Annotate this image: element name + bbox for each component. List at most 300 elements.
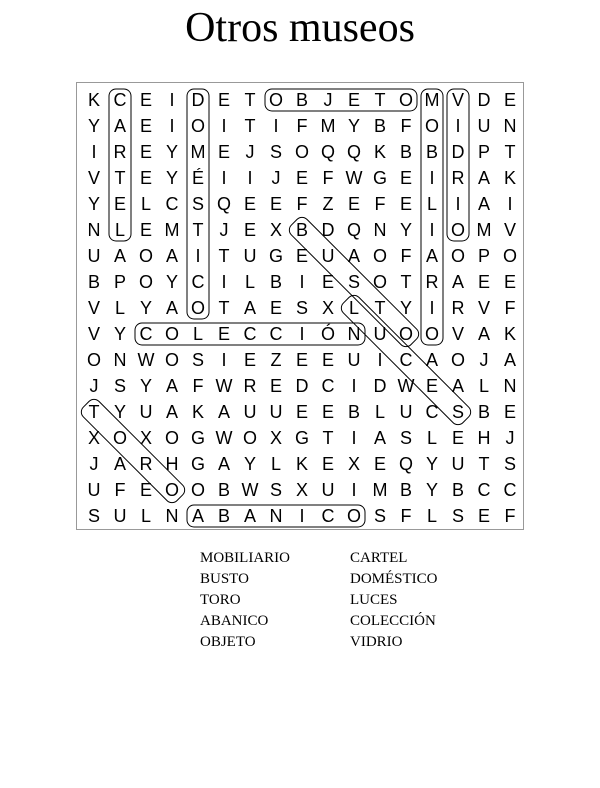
grid-cell[interactable]: E (399, 194, 412, 214)
grid-cell[interactable]: B (87, 272, 100, 292)
grid-cell[interactable]: L (140, 506, 151, 526)
grid-cell[interactable]: O (190, 480, 205, 500)
grid-cell[interactable]: L (114, 220, 125, 240)
grid-cell[interactable]: K (295, 454, 308, 474)
grid-cell[interactable]: O (164, 324, 179, 344)
grid-cell[interactable]: I (247, 168, 253, 188)
grid-cell[interactable]: U (321, 480, 335, 500)
grid-cell[interactable]: T (374, 298, 386, 318)
grid-cell[interactable]: W (215, 428, 233, 448)
grid-cell[interactable]: J (505, 428, 515, 448)
grid-cell[interactable]: B (217, 506, 230, 526)
grid-cell[interactable]: E (347, 194, 360, 214)
grid-cell[interactable]: Y (139, 298, 152, 318)
grid-cell[interactable]: E (113, 194, 126, 214)
grid-cell[interactable]: I (351, 376, 357, 396)
found-word-loops (77, 83, 525, 531)
grid-cell[interactable]: S (295, 298, 308, 318)
grid-cell[interactable]: O (86, 350, 101, 370)
grid-cell[interactable]: C (113, 90, 127, 110)
grid-cell[interactable]: I (351, 428, 357, 448)
grid-cell[interactable]: U (477, 116, 491, 136)
grid-cell[interactable]: R (451, 168, 465, 188)
grid-cell[interactable]: C (321, 506, 335, 526)
grid-cell[interactable]: F (322, 168, 334, 188)
grid-cell[interactable]: S (113, 376, 126, 396)
grid-cell[interactable]: Y (113, 402, 126, 422)
grid-cell[interactable]: J (89, 376, 99, 396)
grid-cell[interactable]: C (139, 324, 153, 344)
grid-cell[interactable]: E (347, 90, 360, 110)
grid-cell[interactable]: T (88, 402, 100, 422)
grid-cell[interactable]: Y (347, 116, 360, 136)
grid-cell[interactable]: N (113, 350, 127, 370)
grid-cell[interactable]: O (450, 246, 465, 266)
grid-cell[interactable]: T (114, 168, 126, 188)
grid-cell[interactable]: K (191, 402, 204, 422)
grid-cell[interactable]: O (450, 220, 465, 240)
grid-cell[interactable]: B (295, 220, 308, 240)
grid-cell[interactable]: F (504, 506, 516, 526)
grid-cell[interactable]: Y (165, 272, 178, 292)
grid-cell[interactable]: L (426, 428, 437, 448)
grid-cell[interactable]: O (346, 506, 361, 526)
grid-cell[interactable]: W (345, 168, 363, 188)
grid-cell[interactable]: L (192, 324, 203, 344)
grid-cell[interactable]: B (295, 90, 308, 110)
grid-cell[interactable]: I (273, 116, 279, 136)
grid-cell[interactable]: G (190, 454, 205, 474)
grid-cell[interactable]: Y (243, 454, 256, 474)
grid-cell[interactable]: G (294, 428, 309, 448)
grid-cell[interactable]: Q (346, 142, 361, 162)
grid-cell[interactable]: D (451, 142, 465, 162)
grid-cell[interactable]: F (192, 376, 204, 396)
grid-cell[interactable]: I (221, 350, 227, 370)
grid-cell[interactable]: Y (165, 168, 178, 188)
grid-cell[interactable]: I (377, 350, 383, 370)
grid-cell[interactable]: O (424, 324, 439, 344)
grid-cell[interactable]: Y (139, 376, 152, 396)
grid-cell[interactable]: O (502, 246, 517, 266)
grid-cell[interactable]: S (269, 142, 282, 162)
grid-cell[interactable]: M (372, 480, 388, 500)
grid-cell[interactable]: X (269, 428, 282, 448)
grid-cell[interactable]: W (397, 376, 415, 396)
grid-cell[interactable]: O (138, 272, 153, 292)
grid-cell[interactable]: W (215, 376, 233, 396)
grid-cell[interactable]: A (191, 506, 204, 526)
word-list-item: BUSTO (200, 571, 249, 587)
grid-cell[interactable]: U (399, 402, 413, 422)
grid-cell[interactable]: C (425, 402, 439, 422)
grid-cell[interactable]: Q (346, 220, 361, 240)
grid-cell[interactable]: M (164, 220, 180, 240)
grid-cell[interactable]: L (374, 402, 385, 422)
grid-cell[interactable]: Z (270, 350, 282, 370)
grid-cell[interactable]: S (347, 272, 360, 292)
grid-cell[interactable]: A (451, 272, 464, 292)
grid-cell[interactable]: I (221, 116, 227, 136)
grid-cell[interactable]: U (451, 454, 465, 474)
grid-cell[interactable]: E (373, 454, 386, 474)
grid-cell[interactable]: A (165, 298, 178, 318)
grid-cell[interactable]: X (269, 220, 282, 240)
grid-cell[interactable]: C (243, 324, 257, 344)
grid-cell[interactable]: Y (165, 142, 178, 162)
grid-cell[interactable]: U (269, 402, 283, 422)
grid-cell[interactable]: E (295, 168, 308, 188)
grid-cell[interactable]: F (296, 116, 308, 136)
grid-cell[interactable]: A (165, 376, 178, 396)
grid-cell[interactable]: B (269, 272, 282, 292)
grid-cell[interactable]: X (139, 428, 152, 448)
grid-cell[interactable]: V (451, 90, 464, 110)
grid-cell[interactable]: A (113, 116, 126, 136)
grid-cell[interactable]: X (321, 298, 334, 318)
grid-cell[interactable]: S (191, 194, 204, 214)
grid-cell[interactable]: U (113, 506, 127, 526)
found-word-loop (187, 505, 365, 527)
grid-cell[interactable]: Y (87, 116, 100, 136)
grid-cell[interactable]: A (477, 324, 490, 344)
grid-cell[interactable]: I (351, 480, 357, 500)
grid-cell[interactable]: O (450, 350, 465, 370)
grid-cell[interactable]: L (244, 272, 255, 292)
grid-cell[interactable]: D (191, 90, 205, 110)
grid-cell[interactable]: E (451, 428, 464, 448)
grid-cell[interactable]: J (323, 90, 333, 110)
grid-cell[interactable]: T (192, 220, 204, 240)
grid-cell[interactable]: J (271, 168, 281, 188)
grid-cell[interactable]: P (113, 272, 126, 292)
grid-cell[interactable]: E (295, 350, 308, 370)
grid-cell[interactable]: N (165, 506, 179, 526)
grid-cell[interactable]: H (165, 454, 179, 474)
grid-cell[interactable]: T (244, 116, 256, 136)
grid-cell[interactable]: E (477, 506, 490, 526)
grid-cell[interactable]: M (320, 116, 336, 136)
grid-cell[interactable]: F (296, 194, 308, 214)
grid-cell[interactable]: E (139, 90, 152, 110)
grid-cell[interactable]: L (270, 454, 281, 474)
puzzle-title: Otros museos (185, 5, 415, 51)
grid-cell[interactable]: S (191, 350, 204, 370)
grid-cell[interactable]: O (398, 90, 413, 110)
grid-cell[interactable]: S (399, 428, 412, 448)
grid-cell[interactable]: E (503, 272, 516, 292)
grid-cell[interactable]: Q (398, 454, 413, 474)
grid-cell[interactable]: A (451, 376, 464, 396)
grid-cell[interactable]: L (140, 194, 151, 214)
grid-cell[interactable]: U (321, 246, 335, 266)
grid-cell[interactable]: A (113, 454, 126, 474)
grid-cell[interactable]: M (190, 142, 206, 162)
grid-cell[interactable]: R (243, 376, 257, 396)
grid-cell[interactable]: O (372, 272, 387, 292)
grid-cell[interactable]: V (451, 324, 464, 344)
grid-cell[interactable]: B (347, 402, 360, 422)
grid-cell[interactable]: O (164, 350, 179, 370)
grid-cell[interactable]: B (477, 402, 490, 422)
grid-cell[interactable]: S (373, 506, 386, 526)
grid-cell[interactable]: S (269, 480, 282, 500)
grid-cell[interactable]: G (268, 246, 283, 266)
grid-cell[interactable]: I (455, 194, 461, 214)
grid-cell[interactable]: I (221, 168, 227, 188)
grid-cell[interactable]: C (165, 194, 179, 214)
grid-cell[interactable]: A (243, 298, 256, 318)
grid-cell[interactable]: R (113, 142, 127, 162)
grid-cell[interactable]: E (139, 480, 152, 500)
grid-cell[interactable]: I (299, 272, 305, 292)
grid-cell[interactable]: A (503, 350, 516, 370)
grid-cell[interactable]: G (372, 168, 387, 188)
grid-cell[interactable]: Y (399, 298, 412, 318)
word-list (200, 548, 460, 653)
grid-cell[interactable]: E (217, 142, 230, 162)
grid-cell[interactable]: E (295, 246, 308, 266)
grid-cell[interactable]: X (87, 428, 100, 448)
grid-cell[interactable]: Ó (320, 324, 335, 344)
grid-cell[interactable]: Y (425, 454, 438, 474)
grid-cell[interactable]: U (87, 480, 101, 500)
grid-cell[interactable]: P (477, 246, 490, 266)
grid-cell[interactable]: U (243, 246, 257, 266)
grid-cell[interactable]: A (373, 428, 386, 448)
grid-cell[interactable]: E (243, 194, 256, 214)
grid-cell[interactable]: T (218, 298, 230, 318)
grid-cell[interactable]: F (400, 506, 412, 526)
grid-cell[interactable]: S (87, 506, 100, 526)
grid-cell[interactable]: E (243, 350, 256, 370)
grid-cell[interactable]: O (190, 116, 205, 136)
grid-cell[interactable]: E (139, 142, 152, 162)
grid-cell[interactable]: U (243, 402, 257, 422)
grid-cell[interactable]: T (244, 90, 256, 110)
grid-cell[interactable]: Y (87, 194, 100, 214)
grid-cell[interactable]: J (479, 350, 489, 370)
grid-cell[interactable]: D (321, 220, 335, 240)
grid-cell[interactable]: O (294, 142, 309, 162)
grid-cell[interactable]: L (348, 298, 359, 318)
grid-cell[interactable]: J (245, 142, 255, 162)
grid-cell[interactable]: O (164, 480, 179, 500)
grid-cell[interactable]: S (451, 506, 464, 526)
grid-cell[interactable]: V (87, 298, 100, 318)
grid-cell[interactable]: O (138, 246, 153, 266)
grid-cell[interactable]: C (191, 272, 205, 292)
grid-cell[interactable]: E (321, 402, 334, 422)
grid-cell[interactable]: O (398, 324, 413, 344)
grid-cell[interactable]: L (426, 194, 437, 214)
grid-cell[interactable]: I (455, 116, 461, 136)
word-list-item: DOMÉSTICO (350, 571, 438, 587)
grid-cell[interactable]: I (429, 168, 435, 188)
grid-cell[interactable]: E (139, 168, 152, 188)
grid-cell[interactable]: B (399, 142, 412, 162)
grid-cell[interactable]: V (503, 220, 516, 240)
grid-cell[interactable]: F (400, 116, 412, 136)
grid-cell[interactable]: U (87, 246, 101, 266)
grid-cell[interactable]: L (426, 506, 437, 526)
grid-cell[interactable]: T (322, 428, 334, 448)
grid-cell[interactable]: D (373, 376, 387, 396)
grid-cell[interactable]: T (400, 272, 412, 292)
grid-cell[interactable]: F (374, 194, 386, 214)
grid-cell[interactable]: B (217, 480, 230, 500)
grid-cell[interactable]: C (399, 350, 413, 370)
grid-cell[interactable]: O (242, 428, 257, 448)
grid-cell[interactable]: W (137, 350, 155, 370)
grid-cell[interactable]: J (219, 220, 229, 240)
word-list-item: ABANICO (200, 613, 269, 629)
grid-cell[interactable]: N (503, 116, 517, 136)
grid-cell[interactable]: S (451, 402, 464, 422)
grid-cell[interactable]: A (425, 246, 438, 266)
grid-cell[interactable]: X (295, 480, 308, 500)
grid-cell[interactable]: Y (113, 324, 126, 344)
grid-cell[interactable]: O (112, 428, 127, 448)
grid-cell[interactable]: X (347, 454, 360, 474)
grid-cell[interactable]: A (425, 350, 438, 370)
grid-cell[interactable]: O (268, 90, 283, 110)
grid-cell[interactable]: W (241, 480, 259, 500)
grid-cell[interactable]: B (399, 480, 412, 500)
grid-cell[interactable]: E (139, 116, 152, 136)
grid-cell[interactable]: O (164, 428, 179, 448)
grid-cell[interactable]: L (114, 298, 125, 318)
grid-cell[interactable]: Q (320, 142, 335, 162)
grid-cell[interactable]: I (299, 324, 305, 344)
grid-cell[interactable]: N (373, 220, 387, 240)
grid-cell[interactable]: I (221, 272, 227, 292)
grid-cell[interactable]: M (476, 220, 492, 240)
grid-cell[interactable]: Q (216, 194, 231, 214)
grid-cell[interactable]: E (269, 194, 282, 214)
grid-cell[interactable]: B (451, 480, 464, 500)
grid-cell[interactable]: F (504, 298, 516, 318)
grid-cell[interactable]: I (507, 194, 513, 214)
grid-cell[interactable]: E (321, 454, 334, 474)
grid-cell[interactable]: I (169, 90, 175, 110)
grid-cell[interactable]: U (139, 402, 153, 422)
grid-cell[interactable]: K (503, 168, 516, 188)
grid-cell[interactable]: O (190, 298, 205, 318)
grid-cell[interactable]: T (374, 90, 386, 110)
grid-cell[interactable]: A (347, 246, 360, 266)
grid-cell[interactable]: A (243, 506, 256, 526)
grid-cell[interactable]: A (477, 194, 490, 214)
grid-cell[interactable]: K (373, 142, 386, 162)
word-list-item: VIDRIO (350, 634, 403, 650)
grid-cell[interactable]: M (424, 90, 440, 110)
grid-cell[interactable]: C (321, 376, 335, 396)
grid-cell[interactable]: S (503, 454, 516, 474)
grid-cell[interactable]: J (89, 454, 99, 474)
grid-cell[interactable]: K (87, 90, 100, 110)
grid-cell[interactable]: B (373, 116, 386, 136)
grid-cell[interactable]: E (295, 402, 308, 422)
grid-cell[interactable]: E (217, 90, 230, 110)
grid-cell[interactable]: A (477, 168, 490, 188)
grid-cell[interactable]: Y (425, 480, 438, 500)
grid-cell[interactable]: F (114, 480, 126, 500)
grid-cell[interactable]: D (295, 376, 309, 396)
grid-cell[interactable]: V (477, 298, 490, 318)
found-word-loop (78, 396, 187, 505)
grid-cell[interactable]: E (217, 324, 230, 344)
grid-cell[interactable]: C (477, 480, 491, 500)
grid-cell[interactable]: U (373, 324, 387, 344)
grid-cell[interactable]: O (424, 116, 439, 136)
grid-cell[interactable]: I (169, 116, 175, 136)
grid-cell[interactable]: T (504, 142, 516, 162)
grid-cell[interactable]: N (347, 324, 361, 344)
grid-cell[interactable]: D (477, 90, 491, 110)
grid-cell[interactable]: R (139, 454, 153, 474)
grid-cell[interactable]: V (87, 168, 100, 188)
grid-cell[interactable]: B (425, 142, 438, 162)
grid-cell[interactable]: E (503, 90, 516, 110)
grid-cell[interactable]: E (269, 376, 282, 396)
grid-cell[interactable]: E (425, 376, 438, 396)
grid-cell[interactable]: C (269, 324, 283, 344)
grid-cell[interactable]: E (269, 298, 282, 318)
grid-cell[interactable]: Z (322, 194, 334, 214)
word-list-item: COLECCIÓN (350, 613, 436, 629)
grid-cell[interactable]: I (91, 142, 97, 162)
grid-cell[interactable]: Y (399, 220, 412, 240)
grid-cell[interactable]: T (218, 246, 230, 266)
grid-cell[interactable]: K (503, 324, 516, 344)
grid-cell[interactable]: T (478, 454, 490, 474)
grid-cell[interactable]: O (372, 246, 387, 266)
grid-cell[interactable]: U (347, 350, 361, 370)
grid-cell[interactable]: V (87, 324, 100, 344)
grid-cell[interactable]: E (321, 350, 334, 370)
grid-cell[interactable]: E (477, 272, 490, 292)
grid-cell[interactable]: A (217, 402, 230, 422)
word-list-item: MOBILIARIO (200, 550, 290, 566)
grid-cell[interactable]: E (503, 402, 516, 422)
grid-cell[interactable]: N (87, 220, 101, 240)
grid-cell[interactable]: E (399, 168, 412, 188)
grid-cell[interactable]: A (217, 454, 230, 474)
grid-cell[interactable]: I (429, 298, 435, 318)
grid-cell[interactable]: C (503, 480, 517, 500)
grid-cell[interactable]: A (165, 246, 178, 266)
grid-cell[interactable]: A (165, 402, 178, 422)
grid-cell[interactable]: H (477, 428, 491, 448)
grid-cell[interactable]: I (429, 220, 435, 240)
grid-cell[interactable]: I (299, 506, 305, 526)
grid-cell[interactable]: A (113, 246, 126, 266)
grid-cell[interactable]: É (191, 168, 204, 188)
grid-cell[interactable]: I (195, 246, 201, 266)
grid-cell[interactable]: N (503, 376, 517, 396)
grid-cell[interactable]: E (243, 220, 256, 240)
grid-cell[interactable]: N (269, 506, 283, 526)
grid-cell[interactable]: R (425, 272, 439, 292)
grid-cell[interactable]: E (321, 272, 334, 292)
grid-cell[interactable]: R (451, 298, 465, 318)
grid-cell[interactable]: F (400, 246, 412, 266)
grid-cell[interactable]: P (477, 142, 490, 162)
grid-cell[interactable]: G (190, 428, 205, 448)
grid-cell[interactable]: E (139, 220, 152, 240)
grid-cell[interactable]: L (478, 376, 489, 396)
